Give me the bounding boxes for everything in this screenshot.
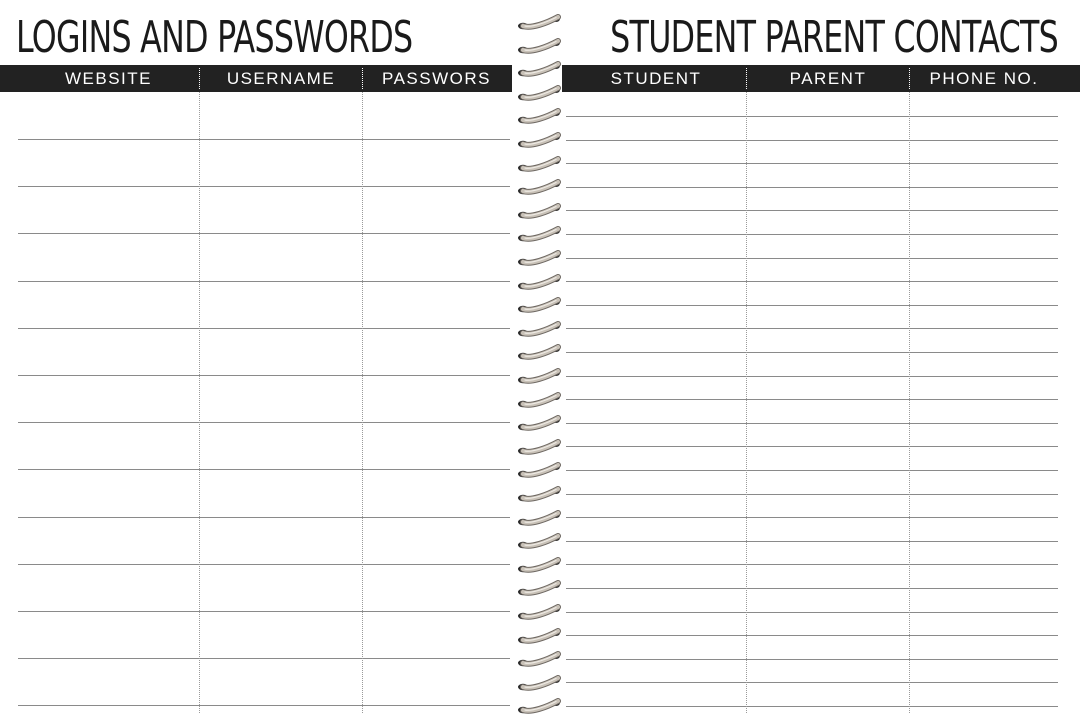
column-divider [746, 92, 747, 713]
table-row-line [566, 541, 1058, 542]
table-row-line [566, 376, 1058, 377]
table-row-line [566, 564, 1058, 565]
table-row-line [18, 139, 510, 140]
binding-ring [517, 392, 563, 410]
left-page-title: LOGINS AND PASSWORDS [16, 12, 413, 63]
binding-ring [517, 14, 563, 32]
binding-ring [517, 368, 563, 386]
binding-ring [517, 108, 563, 126]
table-row-line [566, 116, 1058, 117]
column-divider [199, 92, 200, 713]
binding-ring [517, 226, 563, 244]
table-row-line [18, 375, 510, 376]
right-header-bar [562, 65, 1080, 92]
table-row-line [566, 328, 1058, 329]
table-row-line [566, 305, 1058, 306]
table-row-line [566, 706, 1058, 707]
binding-ring [517, 179, 563, 197]
table-row-line [566, 210, 1058, 211]
table-row-line [566, 423, 1058, 424]
table-row-line [566, 399, 1058, 400]
binding-ring [517, 203, 563, 221]
binding-ring [517, 439, 563, 457]
binding-ring [517, 486, 563, 504]
table-row-line [566, 281, 1058, 282]
table-row-line [566, 612, 1058, 613]
table-row-line [566, 682, 1058, 683]
spiral-binding [512, 0, 562, 725]
binding-ring [517, 344, 563, 362]
table-row-line [18, 517, 510, 518]
column-header-phone: PHONE NO. [929, 69, 1039, 88]
table-row-line [18, 186, 510, 187]
table-row-line [566, 187, 1058, 188]
binding-ring [517, 698, 563, 716]
binding-ring [517, 533, 563, 551]
binding-ring [517, 628, 563, 646]
binding-ring [517, 675, 563, 693]
column-divider [909, 92, 910, 713]
table-row-line [18, 469, 510, 470]
table-row-line [566, 659, 1058, 660]
binding-ring [517, 132, 563, 150]
table-row-line [18, 705, 510, 706]
binding-ring [517, 274, 563, 292]
binding-ring [517, 604, 563, 622]
table-row-line [18, 233, 510, 234]
contacts-table [562, 92, 1080, 725]
table-row-line [566, 517, 1058, 518]
column-divider [362, 92, 363, 713]
table-row-line [566, 446, 1058, 447]
table-row-line [566, 470, 1058, 471]
binding-ring [517, 61, 563, 79]
table-row-line [566, 494, 1058, 495]
table-row-line [18, 564, 510, 565]
binding-ring [517, 321, 563, 339]
binding-ring [517, 580, 563, 598]
binding-ring [517, 510, 563, 528]
binding-ring [517, 557, 563, 575]
table-row-line [566, 234, 1058, 235]
column-header-parent: PARENT [789, 69, 867, 88]
table-row-line [566, 140, 1058, 141]
left-header-bar [0, 65, 512, 92]
logins-table [0, 92, 512, 725]
binding-ring [517, 156, 563, 174]
table-row-line [566, 352, 1058, 353]
binding-ring [517, 38, 563, 56]
table-row-line [566, 163, 1058, 164]
table-row-line [18, 611, 510, 612]
column-header-student: STUDENT [610, 69, 702, 88]
binding-ring [517, 250, 563, 268]
binding-ring [517, 415, 563, 433]
table-row-line [566, 588, 1058, 589]
table-row-line [18, 281, 510, 282]
right-page-title: STUDENT PARENT CONTACTS [610, 12, 1058, 63]
table-row-line [566, 635, 1058, 636]
column-header-website: WEBSITE [64, 69, 152, 88]
column-header-password: PASSWORS [382, 69, 491, 88]
table-row-line [18, 658, 510, 659]
binding-ring [517, 462, 563, 480]
table-row-line [566, 258, 1058, 259]
binding-ring [517, 297, 563, 315]
binding-ring [517, 85, 563, 103]
table-row-line [18, 328, 510, 329]
binding-ring [517, 651, 563, 669]
column-header-username: USERNAME [226, 69, 336, 88]
table-row-line [18, 422, 510, 423]
